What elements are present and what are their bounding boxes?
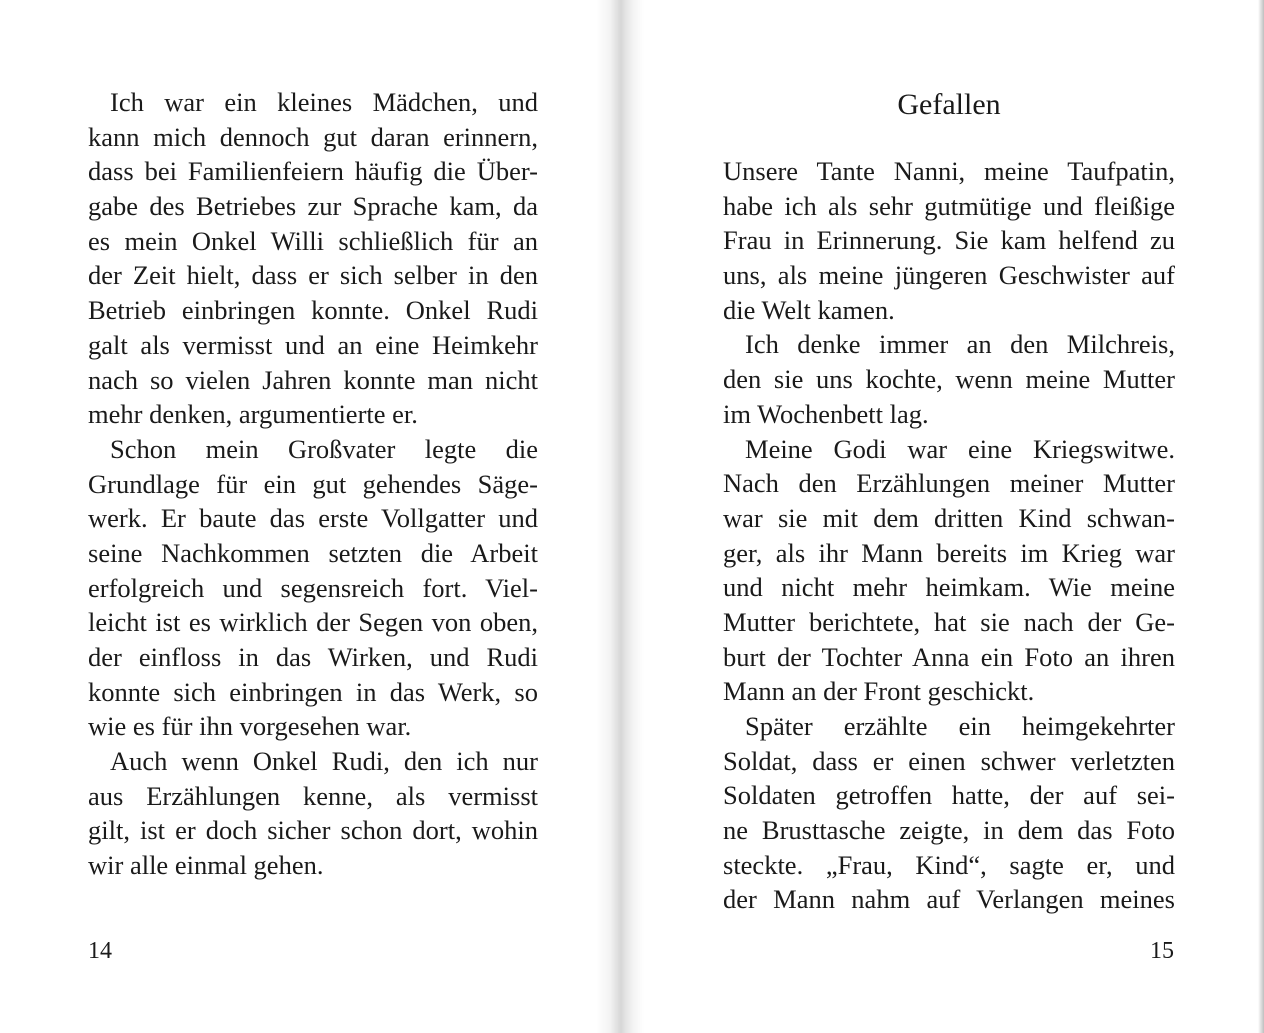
text-line: ger, als ihr Mann bereits im Krieg war (723, 537, 1175, 568)
page-number-left: 14 (88, 938, 112, 964)
text-line: Grundlage für ein gut gehendes Säge- (88, 468, 538, 499)
text-line: Mann an der Front geschickt. (723, 676, 1035, 707)
text-line: galt als vermisst und an eine Heimkehr (88, 329, 538, 360)
text-line: und nicht mehr heimkam. Wie meine (723, 572, 1175, 603)
text-line: werk. Er baute das erste Vollgatter und (88, 503, 538, 534)
text-line: erfolgreich und segensreich fort. Viel- (88, 572, 538, 603)
text-line: gabe des Betriebes zur Sprache kam, da (88, 191, 538, 222)
text-line: habe ich als sehr gutmütige und fleißige (723, 190, 1175, 221)
text-line: Ich denke immer an den Milchreis, (745, 329, 1175, 360)
text-line: der Zeit hielt, dass er sich selber in den (88, 260, 538, 291)
text-line: Unsere Tante Nanni, meine Taufpatin, (723, 156, 1175, 186)
chapter-title: Gefallen (897, 88, 1001, 121)
text-line: Soldat, dass er einen schwer verletzten (723, 745, 1175, 776)
text-line: seine Nachkommen setzten die Arbeit (88, 537, 538, 568)
text-line: Mutter berichtete, hat sie nach der Ge- (723, 606, 1175, 637)
text-line: leicht ist es wirklich der Segen von oben, (88, 607, 538, 638)
text-line: steckte. „Frau, Kind“, sagte er, und (723, 849, 1175, 880)
left-page-body (88, 85, 538, 883)
text-line: wie es für ihn vorgesehen war. (88, 711, 412, 742)
text-line: die Welt kamen. (723, 294, 895, 325)
text-line: uns, als meine jüngeren Geschwister auf (723, 260, 1175, 291)
text-line: war sie mit dem dritten Kind schwan- (723, 502, 1175, 533)
text-line: Nach den Erzählungen meiner Mutter (723, 468, 1175, 499)
right-page-body (723, 154, 1175, 917)
text-line: im Wochenbett lag. (723, 398, 929, 429)
text-line: Später erzählte ein heimgekehrter (745, 711, 1175, 741)
text-line: Soldaten getroffen hatte, der auf sei- (723, 780, 1175, 811)
text-line: der Mann nahm auf Verlangen meines (723, 884, 1175, 915)
text-line: der einfloss in das Wirken, und Rudi (88, 642, 538, 672)
text-line: es mein Onkel Willi schließlich für an (88, 225, 538, 256)
text-line: nach so vielen Jahren konnte man nicht (88, 364, 538, 395)
text-line: wir alle einmal gehen. (88, 850, 324, 881)
page-number-right: 15 (1150, 938, 1174, 964)
text-line: Schon mein Großvater legte die (110, 433, 538, 464)
text-line: Auch wenn Onkel Rudi, den ich nur (110, 746, 538, 777)
page-edge-shadow (1258, 0, 1264, 1033)
text-line: Ich war ein kleines Mädchen, und (110, 87, 538, 117)
text-line: Betrieb einbringen konnte. Onkel Rudi (88, 295, 538, 326)
text-line: mehr denken, argumentierte er. (88, 399, 418, 430)
text-line: den sie uns kochte, wenn meine Mutter (723, 364, 1175, 395)
text-line: burt der Tochter Anna ein Foto an ihren (723, 641, 1175, 672)
text-line: ne Brusttasche zeigte, in dem das Foto (723, 815, 1175, 846)
text-line: gilt, ist er doch sicher schon dort, wohin (88, 815, 538, 846)
text-line: Frau in Erinnerung. Sie kam helfend zu (723, 225, 1175, 256)
text-line: konnte sich einbringen in das Werk, so (88, 676, 538, 707)
text-line: Meine Godi war eine Kriegswitwe. (745, 433, 1175, 464)
text-line: kann mich dennoch gut daran erinnern, (88, 121, 538, 152)
text-line: aus Erzählungen kenne, als vermisst (88, 780, 538, 811)
text-line: dass bei Familienfeiern häufig die Über- (88, 156, 538, 187)
